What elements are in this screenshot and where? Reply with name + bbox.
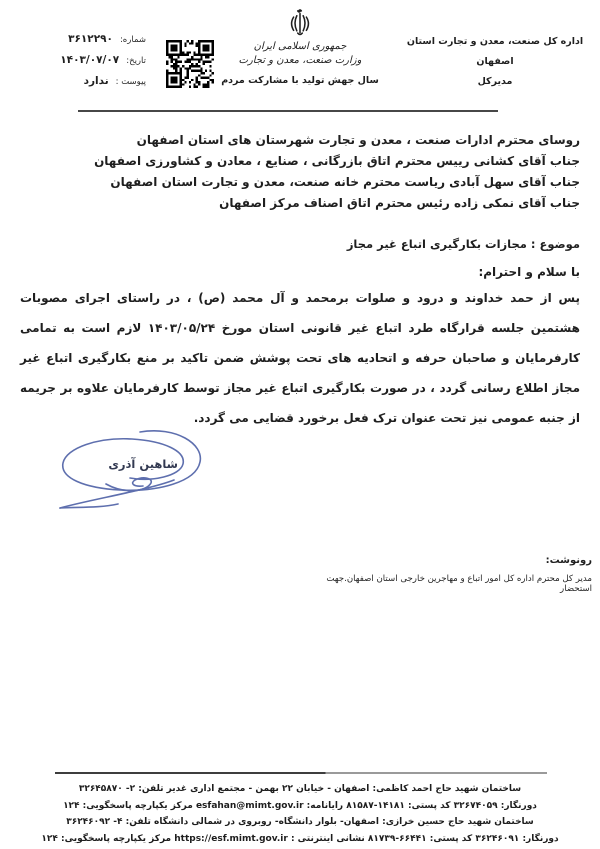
footer-line: ساختمان شهید حاج احمد کاظمی: اصفهان - خیابان ۲۲ بهمن - مجتمع اداری غدیر تلفن: ۲- ۳۲۶۴۵۸۷۰ [78, 784, 522, 794]
country-name: جمهوری اسلامی ایران [253, 41, 347, 52]
letter-body: پس از حمد خداوند و درود و صلوات برمحمد و آل محمد (ص) ، در راستای اجرای مصوبات هشتمین جلسه قرارگاه طرد اتباع غیر قانونی استان مورخ ۱۴۰۳/۰۵/۲۴ لازم است به تمامی کارفرمایان و صاحبان حرفه و اتحادیه های تحت پوشش ضمن تاکید بر منع بکارگیری اتباع غیر مجاز اطلاع رسانی گردد ، در صورت بکارگیری اتباع غیر مجاز توسط کارفرمایان علاوه بر جریمه از جنبه عمومی نیز تحت عنوان ترک فعل برخورد قضایی می گردد. [20, 291, 580, 425]
recipients-list [20, 130, 580, 214]
letter-date-label: تاریخ: [126, 56, 146, 66]
letter-number-row [14, 33, 146, 45]
letter-date-row [14, 54, 146, 66]
issuing-office-block [400, 32, 590, 92]
letter-meta [14, 33, 146, 96]
footer-divider [55, 772, 547, 774]
letter-date-value: ۱۴۰۳/۰۷/۰۷ [60, 54, 120, 66]
ministry-name: وزارت صنعت، معدن و تجارت [238, 55, 362, 66]
iran-emblem-icon [286, 8, 314, 39]
subject-line: موضوع : مجازات بکارگیری اتباع غیر مجاز [346, 237, 580, 251]
recipient-line: روسای محترم ادارات صنعت ، معدن و تجارت شهرستان های استان اصفهان [136, 133, 580, 147]
issuing-office: اداره کل صنعت، معدن و تجارت استان اصفهان [406, 36, 584, 67]
header-divider [78, 110, 498, 112]
salutation: با سلام و احترام: [478, 265, 580, 279]
footer-contact-block [20, 781, 580, 847]
footer-line: دورنگار: ۳۶۲۴۶۰۹۱ کد پستی: ۶۶۴۴۱-۸۱۷۳۹ نشانی اینترنتی : https://esf.mimt.gov.ir مرکز یکپارچه پاسخگویی: ۱۲۴ [41, 833, 559, 844]
year-slogan: سال جهش تولید با مشارکت مردم [221, 75, 379, 86]
letter-number-value: ۳۶۱۲۲۹۰ [68, 33, 113, 45]
footer-line: ساختمان شهید حاج حسین خرازی: اصفهان- بلوار دانشگاه- روبروی در شمالی دانشگاه تلفن: ۴- ۳۶۲۴۶۰۹۲ [66, 817, 534, 827]
cc-section [292, 555, 592, 594]
issuing-role: مدیرکل [477, 76, 513, 87]
recipient-line: جناب آقای نمکی زاده رئیس محترم اتاق اصناف مرکز اصفهان [219, 196, 580, 210]
qr-code [166, 40, 214, 88]
recipient-line: جناب آقای کشانی رییس محترم اتاق بازرگانی ، صنایع ، معادن و کشاورزی اصفهان [94, 154, 580, 168]
footer-line: دورنگار: ۳۲۶۷۴۰۵۹ کد پستی: ۱۴۱۸۱-۸۱۵۸۷ رایانامه: esfahan@mimt.gov.ir مرکز یکپارچه پاسخگویی: ۱۲۴ [63, 800, 537, 811]
letter-attachment-label: پیوست : [115, 77, 146, 87]
cc-item: مدیر کل محترم اداره کل امور اتباع و مهاجرین خارجی استان اصفهان.جهت استحضار [326, 574, 592, 594]
recipient-line: جناب آقای سهل آبادی ریاست محترم خانه صنعت، معدن و تجارت استان اصفهان [110, 175, 580, 189]
cc-label: رونوشت: [545, 555, 592, 566]
letter-attachment-row [14, 75, 146, 87]
letter-number-label: شماره: [119, 35, 146, 45]
letterhead-center [215, 8, 385, 86]
signature-block [48, 420, 218, 520]
letter-attachment-value: ندارد [83, 75, 109, 87]
signer-name: شاهین آذری [108, 457, 178, 471]
